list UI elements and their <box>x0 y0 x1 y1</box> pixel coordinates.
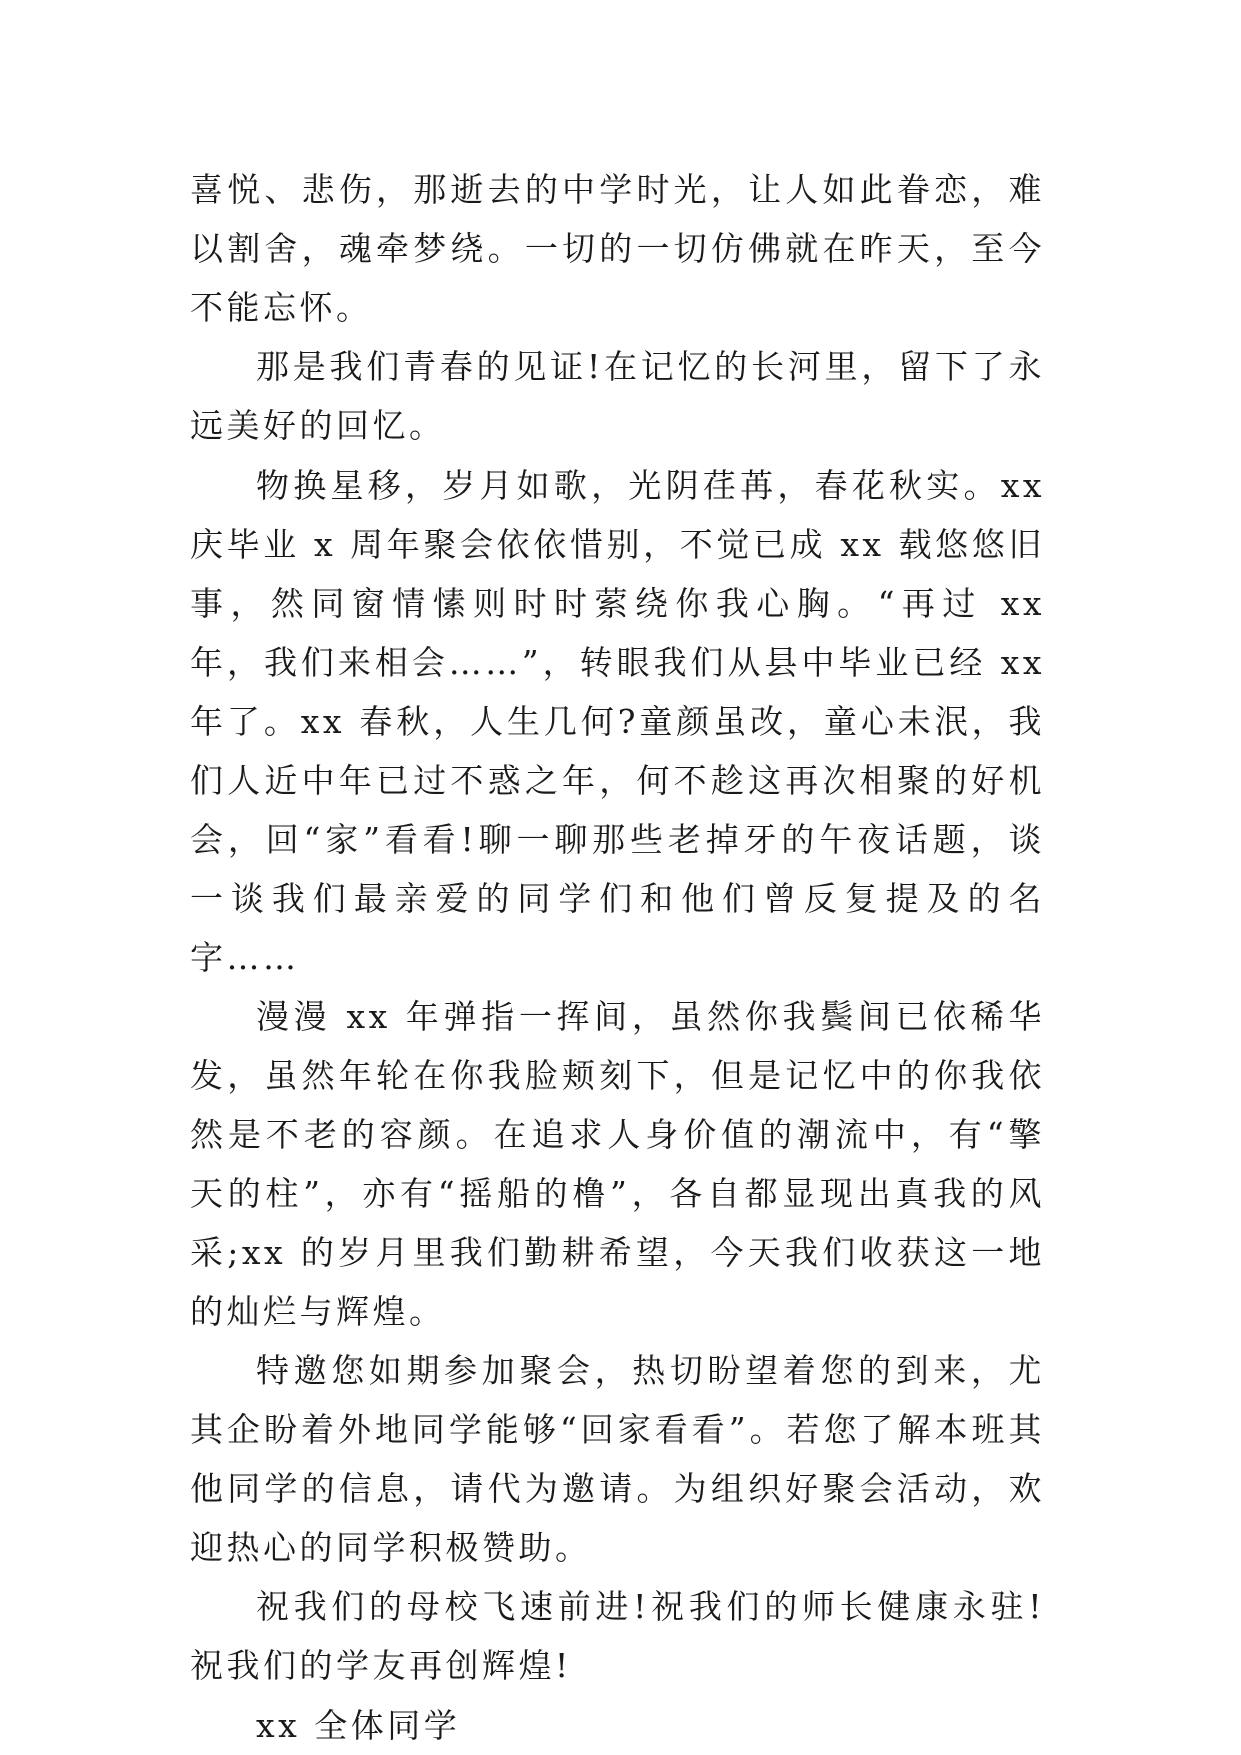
paragraph-4: 漫漫 xx 年弹指一挥间，虽然你我鬓间已依稀华发，虽然年轮在你我脸颊刻下，但是记忆中的你我依然是不老的容颜。在追求人身价值的潮流中，有“擎天的柱”，亦有“摇船的橹”，各自都显现出真我的风采;xx 的岁月里我们勤耕希望，今天我们收获这一地的灿烂与辉煌。 <box>190 996 1045 1331</box>
paragraph-2: 那是我们青春的见证!在记忆的长河里，留下了永远美好的回忆。 <box>190 347 1045 446</box>
paragraph-3: 物换星移，岁月如歌，光阴荏苒，春花秋实。xx 庆毕业 x 周年聚会依依惜别，不觉已成 xx 载悠悠旧事，然同窗情愫则时时萦绕你我心胸。“再过 xx 年，我们来相会……”，转眼我们从县中毕业已经 xx 年了。xx 春秋，人生几何?童颜虽改，童心未泯，我们人近中年已过不惑之年，何不趁这再次相聚的好机会，回“家”看看!聊一聊那些老掉牙的午夜话题，谈一谈我们最亲爱的同学们和他们曾反复提及的名字…… <box>190 465 1045 977</box>
document-body <box>190 160 1045 1755</box>
signature-line: xx 全体同学 <box>256 1705 461 1745</box>
paragraph-5: 特邀您如期参加聚会，热切盼望着您的到来，尤其企盼着外地同学能够“回家看看”。若您了解本班其他同学的信息，请代为邀请。为组织好聚会活动，欢迎热心的同学积极赞助。 <box>190 1351 1045 1568</box>
paragraph-1: 喜悦、悲伤，那逝去的中学时光，让人如此眷恋，难以割舍，魂牵梦绕。一切的一切仿佛就在昨天，至今不能忘怀。 <box>190 170 1045 327</box>
paragraph-6: 祝我们的母校飞速前进!祝我们的师长健康永驻!祝我们的学友再创辉煌! <box>190 1587 1045 1686</box>
